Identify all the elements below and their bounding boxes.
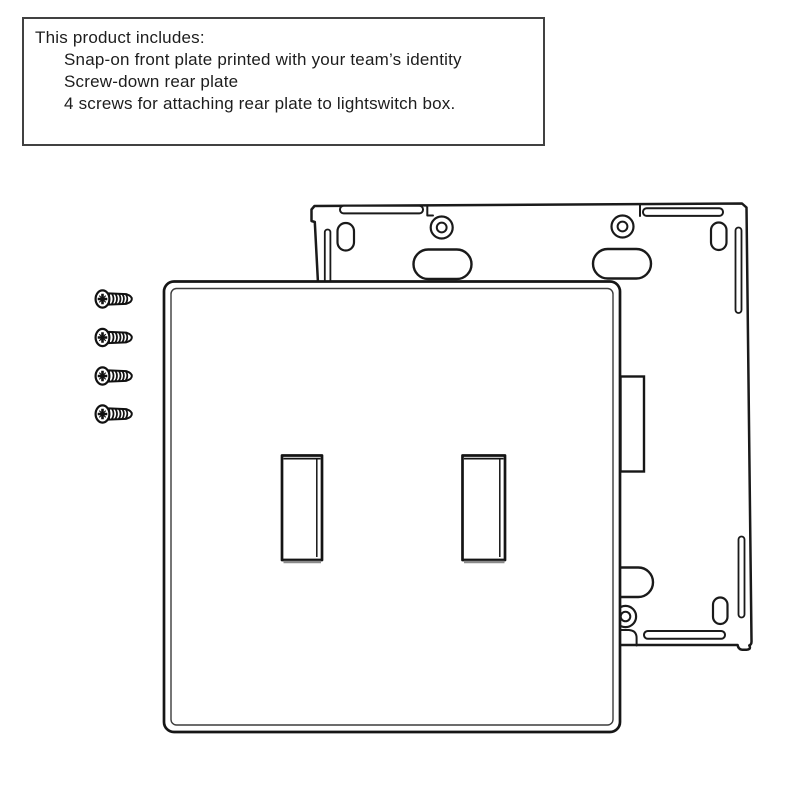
screw-1 — [96, 290, 132, 307]
toggle-opening-right — [463, 456, 506, 563]
screws — [96, 290, 132, 422]
screw-hole-bottom-inner — [621, 612, 631, 622]
oval-hole-top-right — [711, 223, 727, 251]
rear-plate-side-tab — [621, 377, 645, 472]
screw-2 — [96, 329, 132, 346]
oval-hole-top-left — [338, 223, 355, 251]
toggle-opening-right-outline — [463, 456, 506, 561]
info-title: This product includes: — [35, 28, 205, 47]
front-plate — [164, 282, 620, 733]
mounting-slot-bottom-right — [644, 631, 725, 639]
vertical-slot-bottom-right — [739, 537, 745, 618]
mounting-slot-top-right — [643, 208, 723, 216]
toggle-opening-left — [282, 456, 322, 563]
vertical-slot-top-right — [736, 228, 742, 314]
oval-hole-bottom-right — [713, 598, 728, 625]
screw-hole-top-right-inner — [618, 222, 628, 232]
info-item-rear-plate: Screw-down rear plate — [64, 72, 239, 91]
screw-hole-top-left-inner — [437, 223, 447, 233]
vertical-slot-top-left — [325, 230, 331, 284]
oblong-cutout-top-right — [593, 249, 651, 279]
mounting-slot-top-left — [340, 206, 423, 214]
screw-4 — [96, 405, 132, 422]
oblong-cutout-top-left — [414, 250, 472, 280]
screw-3 — [96, 367, 132, 384]
info-item-screws: 4 screws for attaching rear plate to lightswitch box. — [64, 94, 456, 113]
front-plate-outline — [164, 282, 620, 733]
info-item-front-plate: Snap-on front plate printed with your team’s identity — [64, 50, 462, 69]
toggle-opening-left-outline — [282, 456, 322, 561]
